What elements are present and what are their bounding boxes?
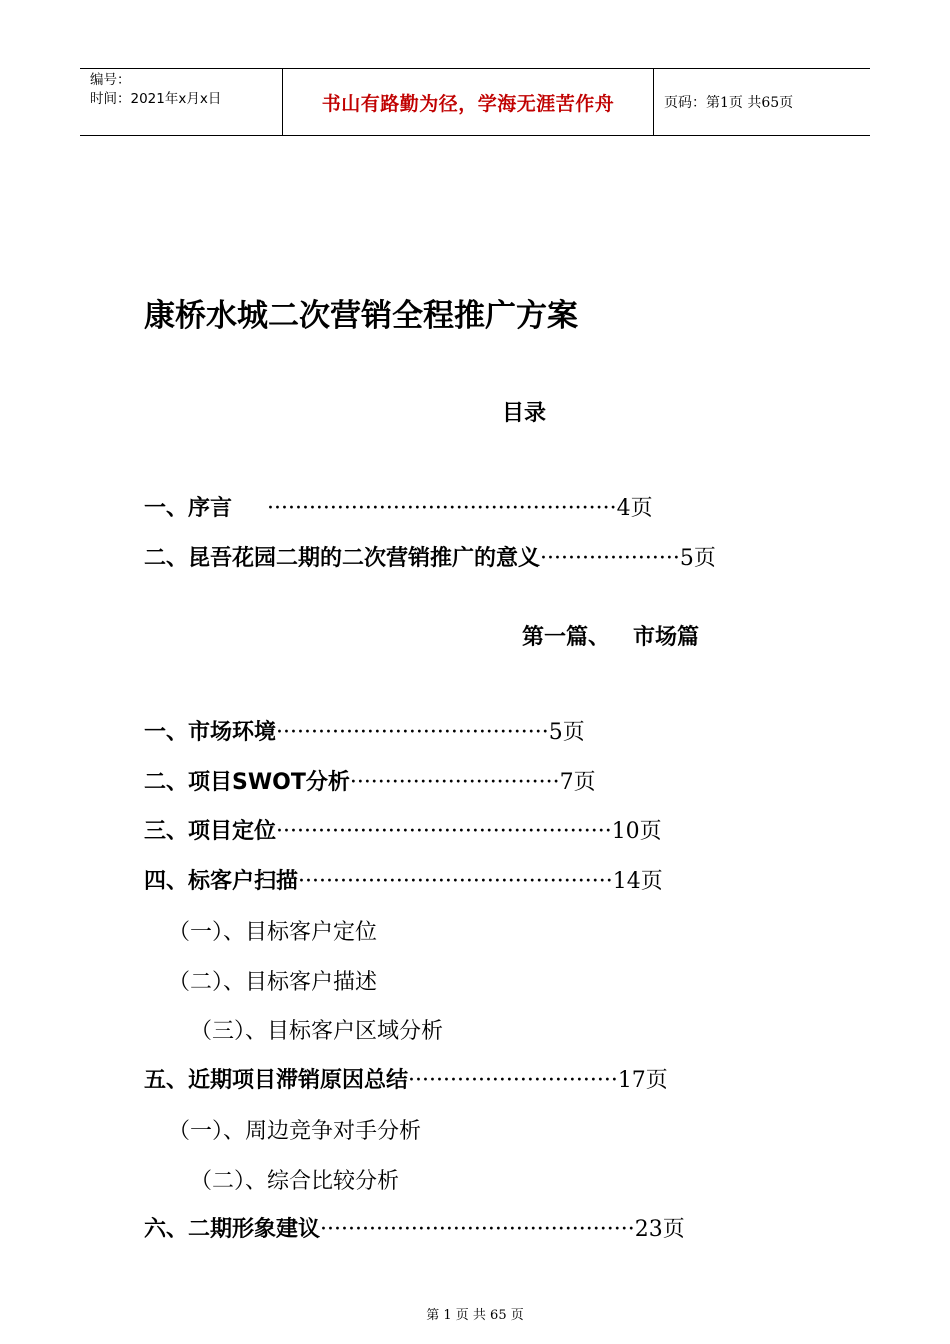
toc-entry-page: 23页 [634, 1217, 685, 1242]
toc-entry-leader: ···················· [540, 546, 680, 571]
toc-subentry[interactable]: （三）、目标客户区域分析 [190, 1019, 444, 1044]
toc-entry-title: 三、项目定位 [144, 819, 277, 844]
toc-entry-page: 4页 [616, 496, 653, 521]
toc-entry-title: 一、市场环境 [144, 720, 277, 745]
toc-entry-title: 六、二期形象建议 [144, 1217, 321, 1242]
code-label: 编号： [90, 72, 131, 88]
toc-entry[interactable] [144, 867, 663, 897]
toc-entry-leader: ············································· [320, 1217, 635, 1242]
header-table [80, 68, 870, 136]
header-meta-cell [80, 69, 282, 135]
toc-entry[interactable] [144, 768, 596, 798]
toc-entry-page: 7页 [559, 770, 596, 795]
toc-entry-page: 5页 [548, 720, 585, 745]
toc-entry[interactable] [144, 718, 585, 748]
toc-entry-page: 10页 [611, 819, 662, 844]
header-motto-cell [282, 69, 654, 135]
toc-subentry[interactable]: （二）、目标客户描述 [168, 970, 378, 995]
motto-text: 书山有路勤为径，学海无涯苦作舟 [321, 92, 615, 115]
toc-subentry[interactable]: （二）、综合比较分析 [190, 1169, 400, 1194]
toc-entry-title: 五、近期项目滞销原因总结 [144, 1068, 409, 1093]
toc-entry-leader: ······························ [349, 770, 560, 795]
toc-entry[interactable] [144, 1215, 685, 1245]
header-page-cell [654, 69, 870, 135]
date-label: 时间：2021年x月x日 [90, 91, 222, 107]
toc-entry-title: 二、昆吾花园二期的二次营销推广的意义 [144, 546, 541, 571]
page-info: 页码：第1页 共65页 [664, 95, 794, 111]
toc-entry-page: 17页 [617, 1068, 668, 1093]
toc-entry[interactable] [144, 494, 653, 524]
toc-entry-leader: ·················································· [232, 496, 617, 521]
toc-entry-title: 一、序言 [144, 496, 233, 521]
page-footer: 第 1 页 共 65 页 [426, 1308, 524, 1323]
toc-entry-title: 四、标客户扫描 [144, 869, 299, 894]
toc-heading: 目录 [502, 401, 547, 426]
toc-entry[interactable] [144, 544, 716, 574]
toc-entry[interactable] [144, 1066, 668, 1096]
toc-subentry[interactable]: （一）、目标客户定位 [168, 920, 378, 945]
document-title: 康桥水城二次营销全程推广方案 [144, 298, 578, 334]
toc-entry-leader: ······································· [276, 720, 549, 745]
toc-entry-leader: ················································ [276, 819, 612, 844]
part-heading: 第一篇、 市场篇 [522, 625, 699, 650]
toc-entry-page: 5页 [679, 546, 716, 571]
toc-entry[interactable] [144, 817, 662, 847]
toc-entry-leader: ············································· [298, 869, 613, 894]
toc-subentry[interactable]: （一）、周边竞争对手分析 [168, 1119, 422, 1144]
toc-entry-leader: ······························ [408, 1068, 618, 1093]
toc-entry-page: 14页 [612, 869, 663, 894]
toc-entry-title: 二、项目SWOT分析 [144, 770, 350, 795]
